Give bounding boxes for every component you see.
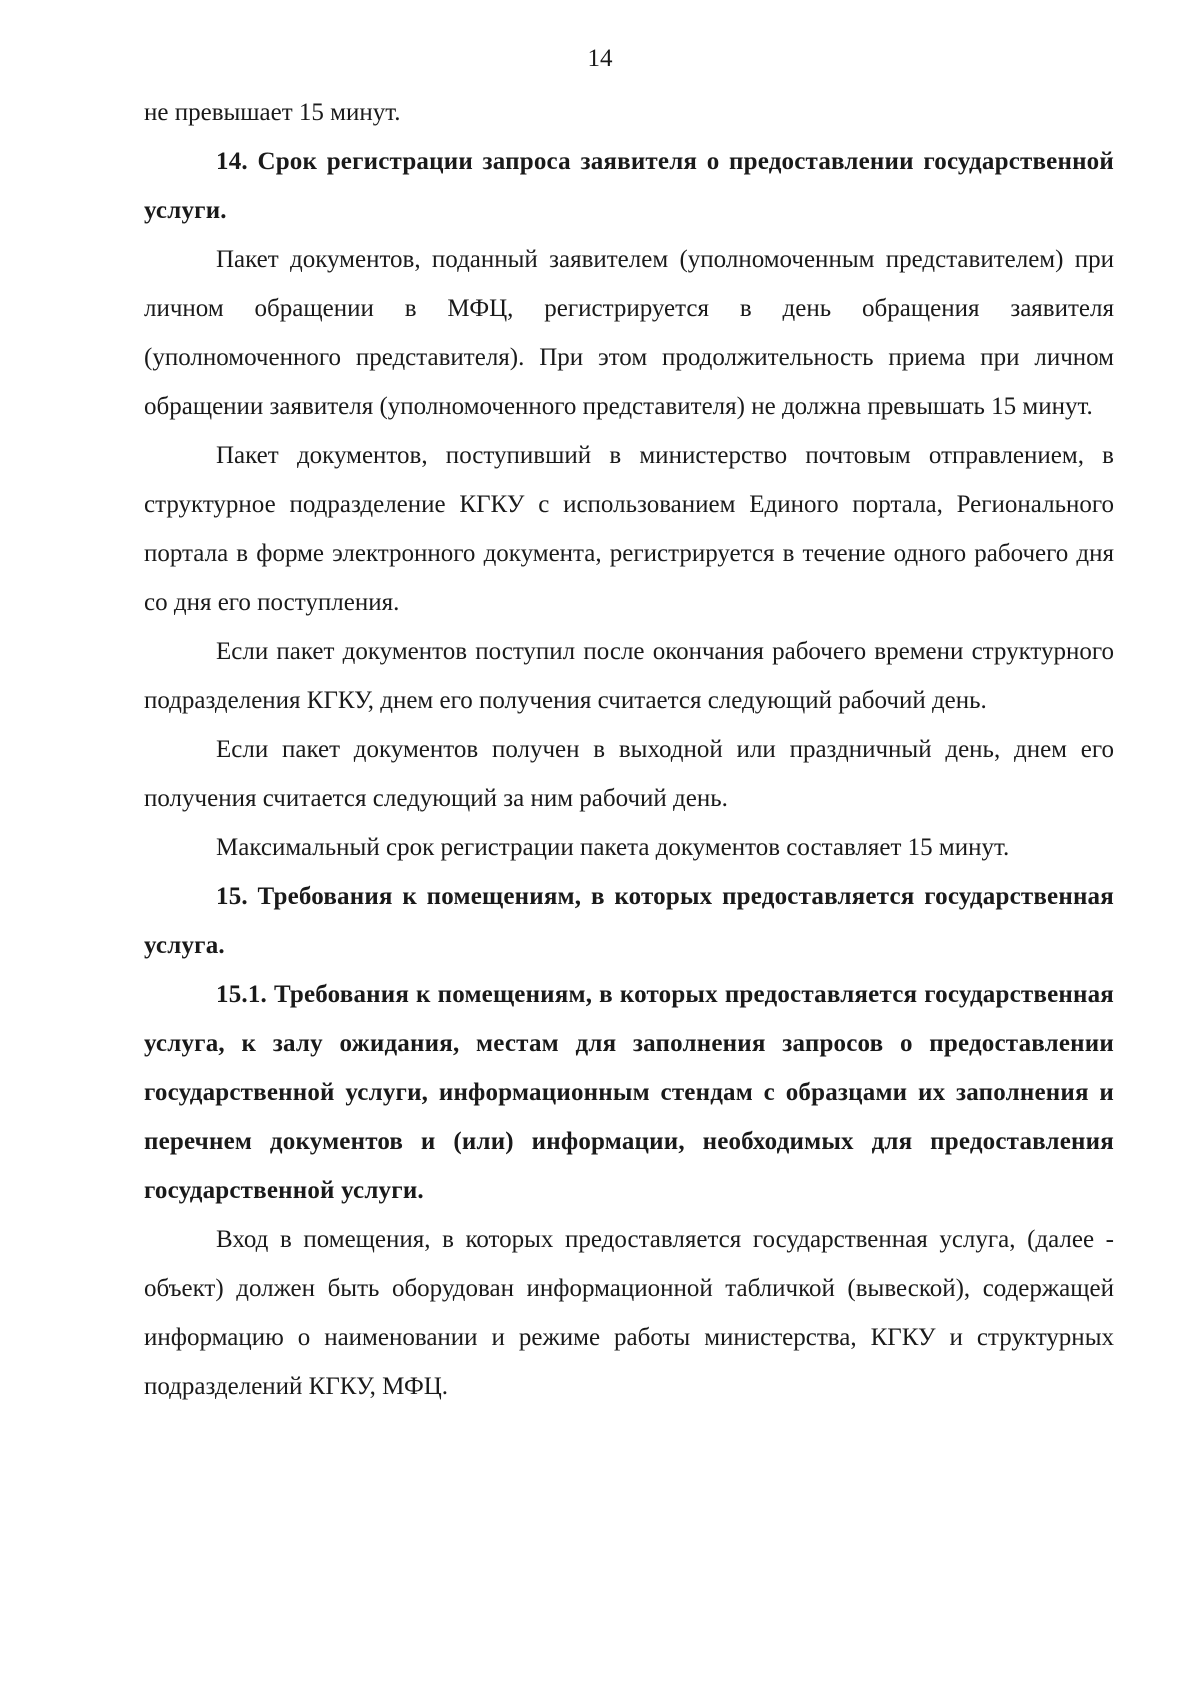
paragraph-postal-registration: Пакет документов, поступивший в министерство почтовым отправлением, в структурное подразделение КГКУ с использованием Единого портала, Регионального портала в форме электронного документа, регистрируется в течение одного рабочего дня со дня его поступления. (144, 442, 1114, 616)
section-heading-15: 15. Требования к помещениям, в которых предоставляется государственная услуга. (144, 883, 1114, 959)
paragraph-after-hours: Если пакет документов поступил после окончания рабочего времени структурного подразделения КГКУ, днем его получения считается следующий рабочий день. (144, 638, 1114, 714)
paragraph-holiday: Если пакет документов получен в выходной или праздничный день, днем его получения считается следующий за ним рабочий день. (144, 736, 1114, 812)
section-heading-14: 14. Срок регистрации запроса заявителя о предоставлении государственной услуги. (144, 148, 1114, 224)
paragraph-mfc-registration: Пакет документов, поданный заявителем (уполномоченным представителем) при личном обращении в МФЦ, регистрируется в день обращения заявителя (уполномоченного представителя). При этом продолжительность приема при личном обращении заявителя (уполномоченного представителя) не должна превышать 15 минут. (144, 246, 1114, 420)
page-number: 14 (587, 45, 613, 72)
document-body (144, 88, 1114, 1411)
paragraph-entrance-sign: Вход в помещения, в которых предоставляется государственная услуга, (далее - объект) должен быть оборудован информационной табличкой (вывеской), содержащей информацию о наименовании и режиме работы министерства, КГКУ и структурных подразделений КГКУ, МФЦ. (144, 1226, 1114, 1400)
section-heading-15-1: 15.1. Требования к помещениям, в которых предоставляется государственная услуга, к залу ожидания, местам для заполнения запросов о предоставлении государственной услуги, информационным стендам с образцами их заполнения и перечнем документов и (или) информации, необходимых для предоставления государственной услуги. (144, 981, 1114, 1204)
paragraph-continuation: не превышает 15 минут. (144, 99, 401, 126)
paragraph-max-time: Максимальный срок регистрации пакета документов составляет 15 минут. (216, 834, 1010, 861)
